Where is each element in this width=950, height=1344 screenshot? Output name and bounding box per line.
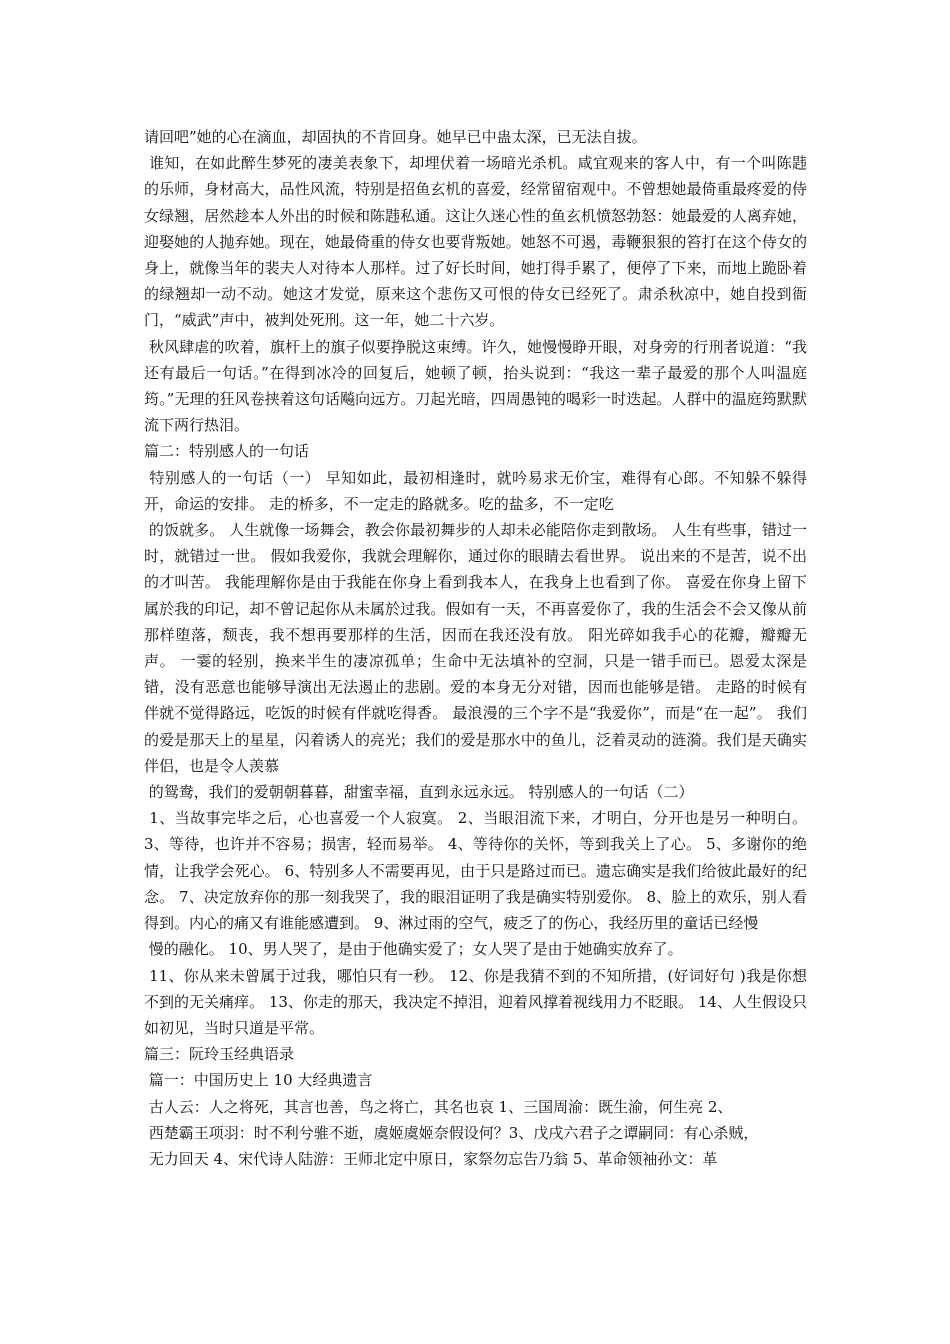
paragraph-12: 篇一：中国历史上 10 大经典遗言	[144, 1071, 373, 1090]
paragraph-15: 无力回天 4、宋代诗人陆游：王师北定中原日，家祭勿忘告乃翁 5、革命领袖孙文：革	[144, 1149, 718, 1168]
paragraph-6: 的饭就多。 人生就像一场舞会，教会你最初舞步的人却未必能陪你走到散场。 人生有些事，错过一时，就错过一世。 假如我爱你，我就会理解你，通过你的眼睛去看世界。 说出来的不是苦，说不出的才叫苦。 我能理解你是由于我能在你身上看到我本人，在我身上也看到了你。 喜爱在你身上留下属於我的印记，却不曾记起你从未属於过我。假如有一天，不再喜爱你了，我的生活会不会又像从前那样堕落，颓丧，我不想再要那样的生活，因而在我还没有放。 阳光碎如我手心的花瓣，瓣瓣无声。 一霎的轻别，换来半生的凄凉孤单；生命中无法填补的空洞，只是一错手而已。恩爱太深是错，没有恶意也能够导演出无法遏止的悲剧。爱的本身无分对错，因而也能够是错。 走路的时候有伴就不觉得路远，吃饭的时候有伴就吃得香。 最浪漫的三个字不是“我爱你”，而是“在一起”。 我们的爱是那天上的星星，闪着诱人的亮光；我们的爱是那水中的鱼儿，泛着灵动的涟漪。我们是天确实伴侣，也是令人羡慕	[144, 521, 807, 775]
paragraph-5: 特别感人的一句话（一） 早知如此，最初相逢时，就吟易求无价宝，难得有心郎。不知躲不躲得开，命运的安排。 走的桥多，不一定走的路就多。吃的盐多，不一定吃	[144, 468, 807, 513]
paragraph-8: 1、当故事完毕之后，心也喜爱一个人寂寞。 2、当眼泪流下来，才明白，分开也是另一种明白。 3、等待，也许并不容易；损害，轻而易举。 4、等待你的关怀，等到我关上了心。 5、多谢你的绝情，让我学会死心。 6、特别多人不需要再见，由于只是路过而已。遗忘确实是我们给彼此最好的纪念。 7、决定放弃你的那一刻我哭了，我的眼泪证明了我是确实特别爱你。 8、脸上的欢乐，别人看得到。内心的痛又有谁能感遭到。 9、淋过雨的空气，疲乏了的伤心，我经历里的童话已经慢	[144, 809, 812, 933]
paragraph-3: 秋风肆虐的吹着，旗杆上的旗子似要挣脱这束缚。许久，她慢慢睁开眼，对身旁的行刑者说道：“我还有最后一句话。”在得到冰冷的回复后，她顿了顿，抬头说到：“我这一辈子最爱的那个人叫温庭筠。”无理的狂风卷挟着这句话飚向远方。刀起光暗，四周愚钝的喝彩一时迭起。人群中的温庭筠默默流下两行热泪。	[144, 337, 807, 435]
paragraph-2: 谁知，在如此醉生梦死的凄美表象下，却埋伏着一场暗光杀机。咸宜观来的客人中，有一个叫陈韪的乐师，身材高大，品性风流，特别是招鱼玄机的喜爱，经常留宿观中。不曾想她最倚重最疼爱的侍女绿翘，居然趁本人外出的时候和陈韪私通。这让久迷心性的鱼玄机愤怒勃怒：她最爱的人离弃她，迎娶她的人抛弃她。现在，她最倚重的侍女也要背叛她。她怒不可遏，毒鞭狠狠的笞打在这个侍女的身上，就像当年的裴夫人对待本人那样。过了好长时间，她打得手累了，便停了下来，而地上跪卧着的绿翘却一动不动。她这才发觉，原来这个悲伤又可恨的侍女已经死了。肃杀秋凉中，她自投到衙门，“威武”声中，被判处死刑。这一年，她二十六岁。	[144, 154, 807, 330]
paragraph-1: 请回吧”她的心在滴血，却固执的不肯回身。她早已中蛊太深，已无法自拔。	[144, 128, 647, 146]
paragraph-10: 11、你从来未曾属于过我，哪怕只有一秒。 12、你是我猜不到的不知所措，(好词好句 )我是你想不到的无关痛痒。 13、你走的那天，我决定不掉泪，迎着风撑着视线用力不眨眼。 14、人生假设只如初见，当时只道是平常。	[144, 966, 807, 1037]
paragraph-14: 西楚霸王项羽：时不利兮骓不逝，虞姬虞姬奈假设何？3、戊戌六君子之谭嗣同：有心杀贼，	[144, 1123, 759, 1142]
section-heading-3: 篇三：阮玲玉经典语录	[144, 1045, 295, 1064]
document-page	[144, 124, 812, 1172]
paragraph-13: 古人云：人之将死，其言也善，鸟之将亡，其名也哀 1、三国周渝：既生渝，何生亮 2、	[144, 1097, 733, 1116]
section-heading-2: 篇二：特别感人的一句话	[144, 442, 310, 461]
paragraph-7: 的鸳鸯，我们的爱朝朝暮暮，甜蜜幸福，直到永远永远。 特别感人的一句话（二）	[144, 783, 694, 802]
paragraph-9: 慢的融化。 10、男人哭了，是由于他确实爱了；女人哭了是由于她确实放弃了。	[144, 940, 683, 959]
